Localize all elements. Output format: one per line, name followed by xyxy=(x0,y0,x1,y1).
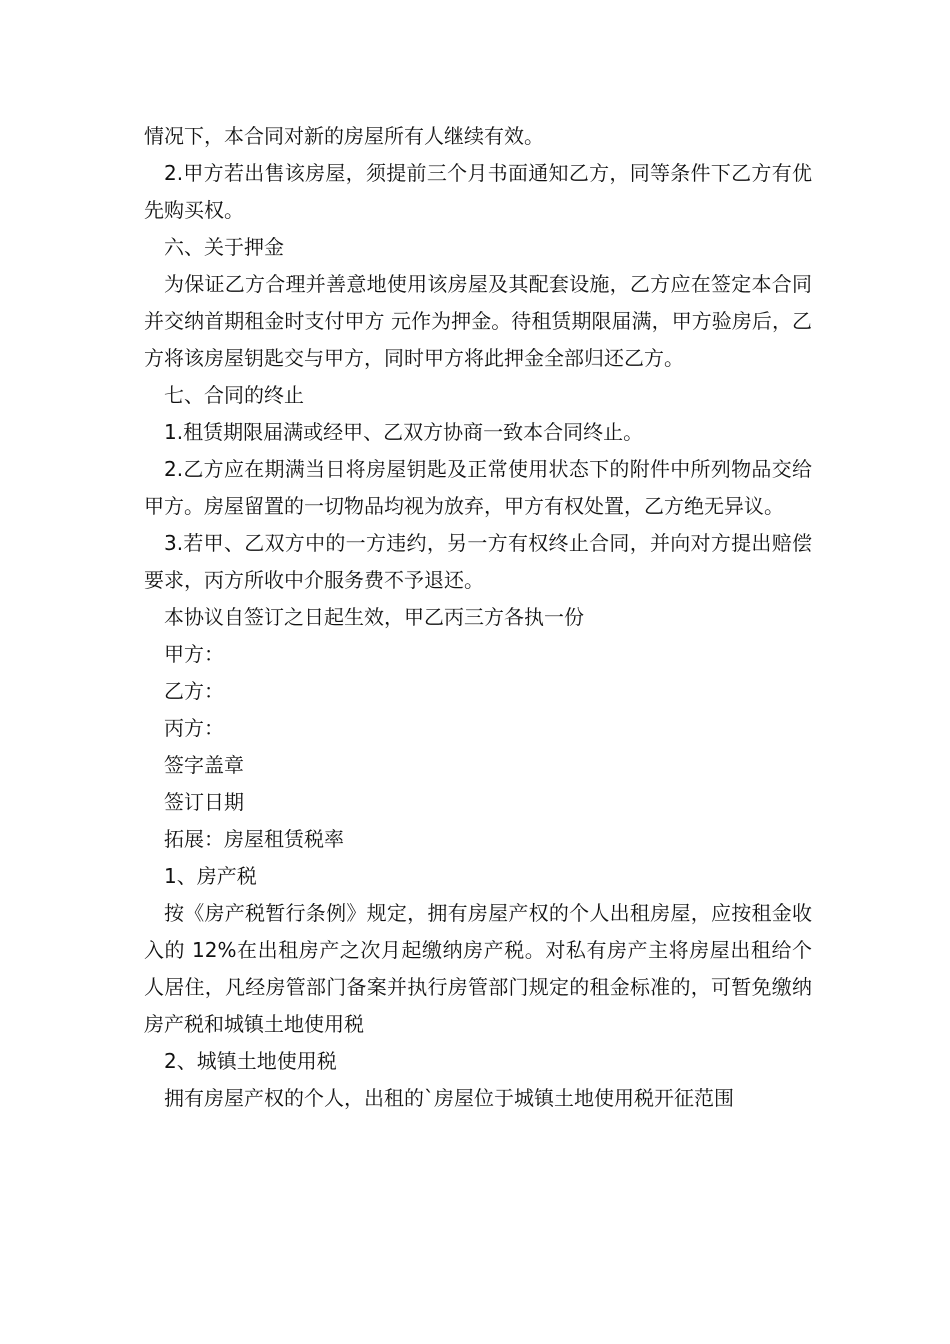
signature-party-a: 甲方： xyxy=(164,642,224,666)
clause-termination-3: 3.若甲、乙双方中的一方违约，另一方有权终止合同，并向对方提出赔偿要求，丙方所收中介服务费不予退还。 xyxy=(144,531,812,592)
effective-statement: 本协议自签订之日起生效，甲乙丙三方各执一份 xyxy=(164,605,584,629)
tax-property-text: 按《房产税暂行条例》规定，拥有房屋产权的个人出租房屋，应按租金收入的 12%在出租房产之次月起缴纳房产税。对私有房产主将房屋出租给个人居住，凡经房管部门备案并执行房管部门规定的租金标准的，可暂免缴纳房产税和城镇土地使用税 xyxy=(144,901,812,1036)
tax-heading-property: 1、房产税 xyxy=(164,864,257,888)
paragraph-continuation: 情况下，本合同对新的房屋所有人继续有效。 xyxy=(144,124,544,148)
document-body xyxy=(144,118,812,1117)
clause-deposit: 为保证乙方合理并善意地使用该房屋及其配套设施，乙方应在签定本合同并交纳首期租金时支付甲方 元作为押金。待租赁期限届满，甲方验房后，乙方将该房屋钥匙交与甲方，同时甲方将此押金全部归还乙方。 xyxy=(144,272,812,370)
extension-heading: 拓展：房屋租赁税率 xyxy=(164,827,344,851)
signature-party-b: 乙方： xyxy=(164,679,224,703)
clause-termination-1: 1.租赁期限届满或经甲、乙双方协商一致本合同终止。 xyxy=(164,420,644,444)
signature-date: 签订日期 xyxy=(164,790,244,814)
section-heading-deposit: 六、关于押金 xyxy=(164,235,284,259)
clause-sale-notice: 2.甲方若出售该房屋，须提前三个月书面通知乙方，同等条件下乙方有优先购买权。 xyxy=(144,161,812,222)
tax-heading-land: 2、城镇土地使用税 xyxy=(164,1049,337,1073)
tax-land-text: 拥有房屋产权的个人，出租的`房屋位于城镇土地使用税开征范围 xyxy=(164,1086,734,1110)
signature-party-c: 丙方： xyxy=(164,716,224,740)
section-heading-termination: 七、合同的终止 xyxy=(164,383,304,407)
signature-seal: 签字盖章 xyxy=(164,753,244,777)
clause-termination-2: 2.乙方应在期满当日将房屋钥匙及正常使用状态下的附件中所列物品交给甲方。房屋留置的一切物品均视为放弃，甲方有权处置，乙方绝无异议。 xyxy=(144,457,812,518)
